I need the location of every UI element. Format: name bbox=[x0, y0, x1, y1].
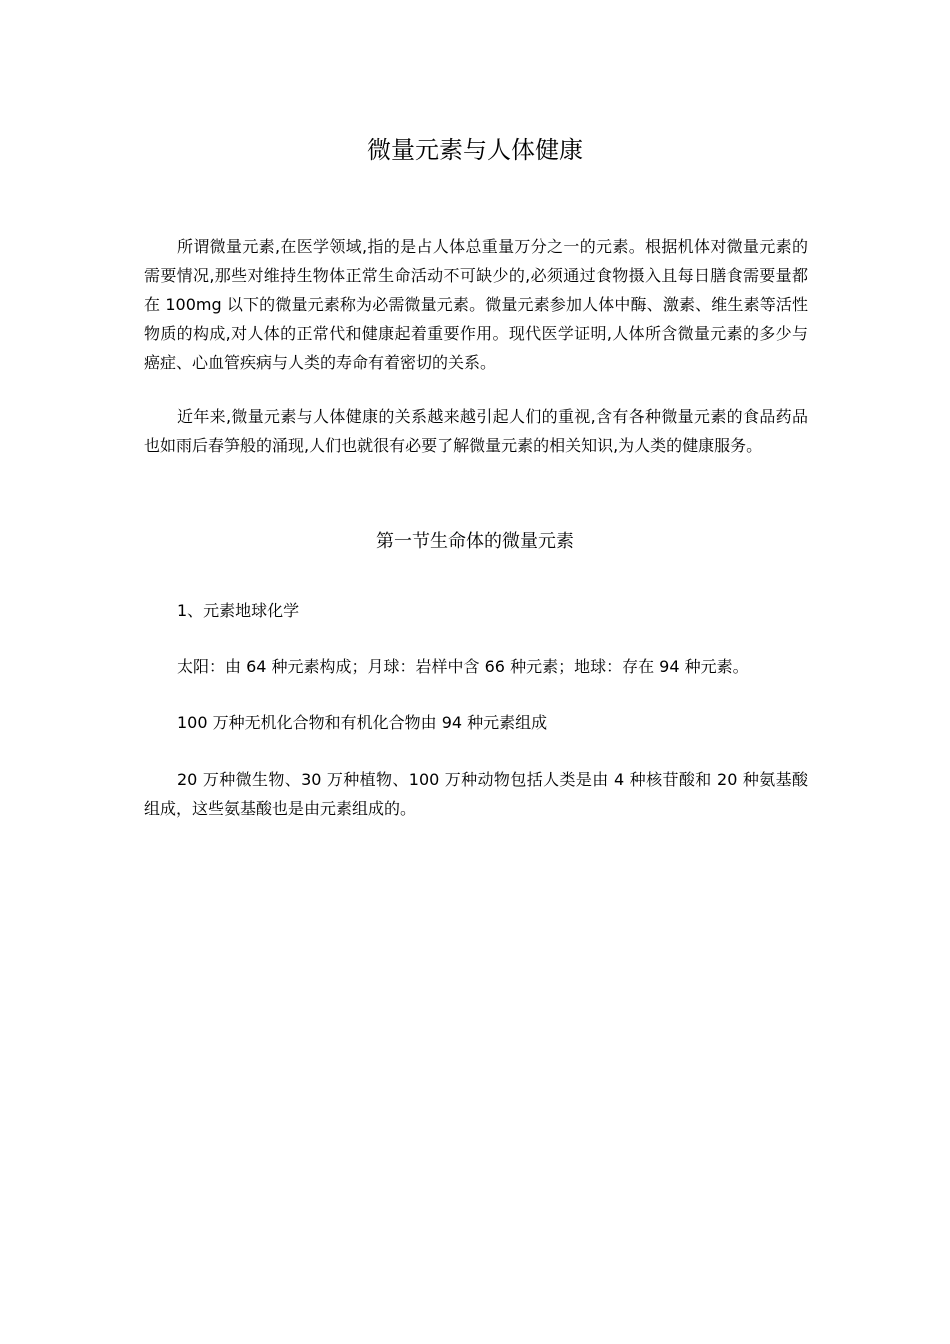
compounds-line: 100 万种无机化合物和有机化合物由 94 种元素组成 bbox=[177, 713, 548, 732]
section-subheading: 1、元素地球化学 bbox=[177, 601, 300, 620]
organisms-paragraph: 20 万种微生物、30 万种植物、100 万种动物包括人类是由 4 种核苷酸和 20 种氨基酸组成，这些氨基酸也是由元素组成的。 bbox=[144, 770, 808, 818]
element-counts-line: 太阳：由 64 种元素构成；月球：岩样中含 66 种元素；地球：存在 94 种元素。 bbox=[177, 657, 749, 676]
intro-paragraph: 所谓微量元素,在医学领域,指的是占人体总重量万分之一的元素。根据机体对微量元素的需要情况,那些对维持生物体正常生命活动不可缺少的,必须通过食物摄入且每日膳食需要量都在 100mg 以下的微量元素称为必需微量元素。微量元素参加人体中酶、激素、维生素等活性物质的构成,对人体的正常代和健康起着重要作用。现代医学证明,人体所含微量元素的多少与癌症、心血管疾病与人类的寿命有着密切的关系。 bbox=[144, 237, 808, 372]
context-paragraph: 近年来,微量元素与人体健康的关系越来越引起人们的重视,含有各种微量元素的食品药品也如雨后春笋般的涌现,人们也就很有必要了解微量元素的相关知识,为人类的健康服务。 bbox=[144, 407, 808, 455]
section-title: 第一节生命体的微量元素 bbox=[376, 531, 574, 552]
document-title: 微量元素与人体健康 bbox=[367, 136, 583, 164]
